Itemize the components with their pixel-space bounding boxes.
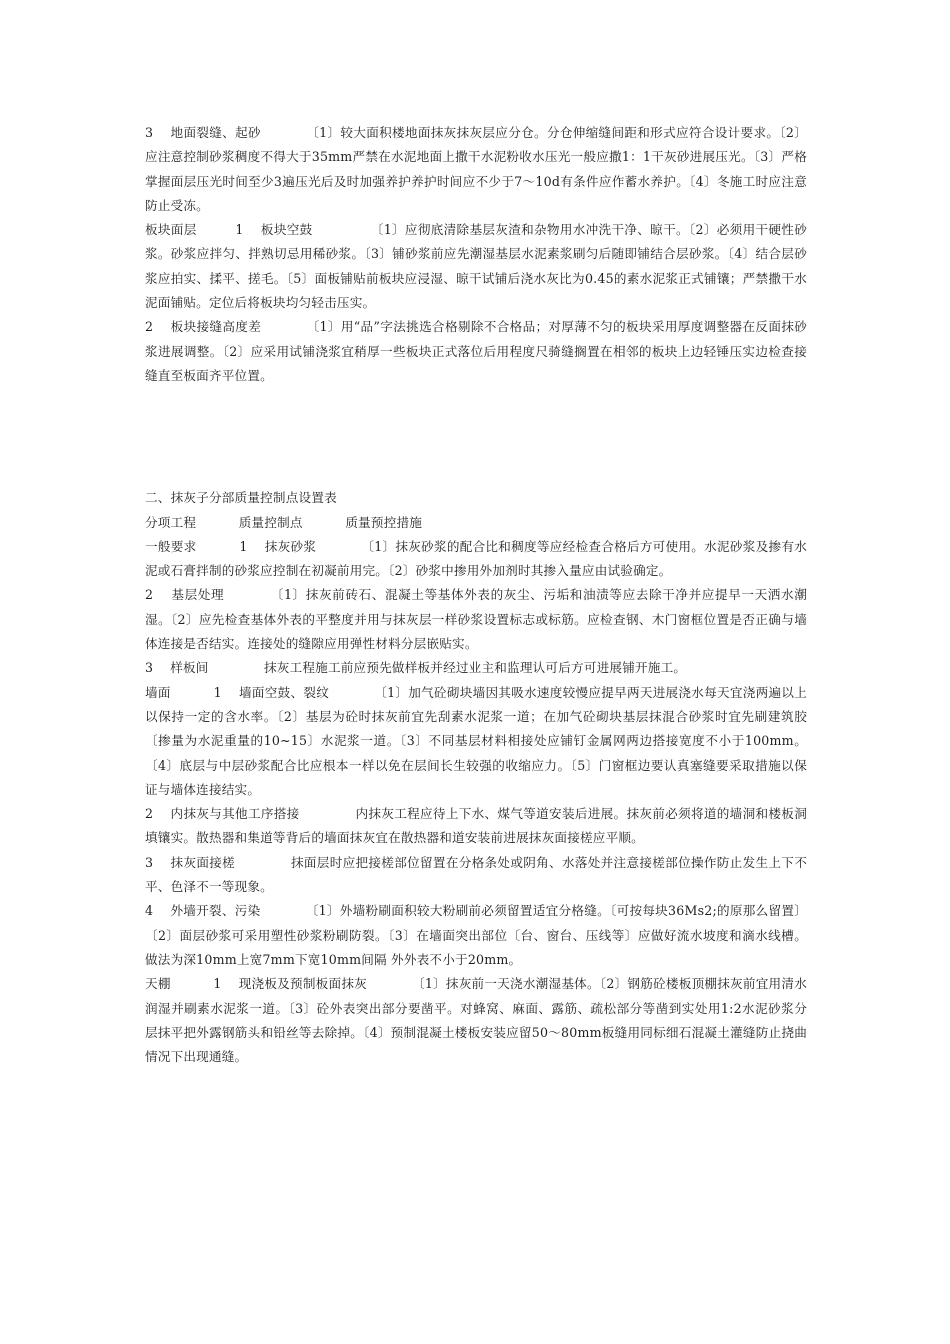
plaster-section (145, 486, 807, 1069)
document-body (145, 121, 807, 1069)
floor-section (145, 121, 807, 388)
section-gap (145, 388, 807, 486)
paragraph-slab-joint: 2 板块接缝高度差 〔1〕用“品”字法挑选合格剔除不合格品；对厚薄不匀的板块采用厚度调整器在反面抹砂浆进展调整。〔2〕应采用试铺浇浆宜稍厚一些板块正式落位后用程度尺骑缝搁置在相邻的板块上边轻锤压实边检查接缝直至板面齐平位置。 (145, 319, 807, 383)
paragraph-slab-hollow: 板块面层 1 板块空鼓 〔1〕应彻底清除基层灰渣和杂物用水冲洗干净、晾干。〔2〕必须用干硬性砂浆。砂浆应拌匀、拌熟切忌用稀砂浆。〔3〕铺砂浆前应先潮湿基层水泥素浆刷匀后随即铺结合层砂浆。〔4〕结合层砂浆应拍实、揉平、搓毛。〔5〕面板铺贴前板块应浸湿、晾干试铺后浇水灰比为0.45的素水泥浆正式铺镶；严禁撒干水泥面铺贴。定位后将板块均匀轻击压实。 (145, 222, 807, 311)
paragraph-ceiling-plaster: 天棚 1 现浇板及预制板面抹灰 〔1〕抹灰前一天浇水潮湿基体。〔2〕钢筋砼楼板顶棚抹灰前宜用清水润湿并刷素水泥浆一道。〔3〕砼外表突出部分要凿平。对蜂窝、麻面、露筋、疏松部分等凿到实处用1:2水泥砂浆分层抹平把外露钢筋头和铅丝等去除掉。〔4〕预制混凝土楼板安装应留50～80mm板缝用同标细石混凝土灌缝防止挠曲情况下出现通缝。 (145, 976, 807, 1065)
paragraph-floor-cracking: 3 地面裂缝、起砂 〔1〕较大面积楼地面抹灰抹灰层应分仓。分仓伸缩缝间距和形式应符合设计要求。〔2〕应注意控制砂浆稠度不得大于35mm严禁在水泥地面上撒干水泥粉收水压光一般应撒1：1干灰砂进展压光。〔3〕严格掌握面层压光时间至少3遍压光后及时加强养护养护时间应不少于7～10d有条件应作蓄水养护。〔4〕冬施工时应注意防止受冻。 (145, 125, 807, 213)
paragraph-wall-hollow: 墙面 1 墙面空鼓、裂纹 〔1〕加气砼砌块墙因其吸水速度较慢应提早两天进展浇水每天宜浇两遍以上以保持一定的含水率。〔2〕基层为砼时抹灰前宜先刮素水泥浆一道；在加气砼砌块基层抹混合砂浆时宜先刷建筑胶〔掺量为水泥重量的10~15〕水泥浆一道。〔3〕不同基层材料相接处应铺钉金属网两边搭接宽度不小于100mm。〔4〕底层与中层砂浆配合比应根本一样以免在层间长生较强的收缩应力。〔5〕门窗框边要认真塞缝要采取措施以保证与墙体连接结实。 (145, 684, 807, 797)
table-header-row: 分项工程 质量控制点 质量预控措施 (145, 514, 423, 530)
paragraph-plaster-mortar: 一般要求 1 抹灰砂浆 〔1〕抹灰砂浆的配合比和稠度等应经检查合格后方可使用。水泥砂浆及掺有水泥或石膏拌制的砂浆应控制在初凝前用完。〔2〕砂浆中掺用外加剂时其掺入量应由试验确定。 (145, 538, 807, 579)
paragraph-exterior-cracking: 4 外墙开裂、污染 〔1〕外墙粉刷面积较大粉刷前必须留置适宜分格缝。〔可按每块36Ms2;的原那么留置〕〔2〕面层砂浆可采用塑性砂浆粉刷防裂。〔3〕在墙面突出部位〔台、窗台、压线等〕应做好流水坡度和滴水线槽。做法为深10mm上宽7mm下宽10mm间隔 外外表不小于20mm。 (145, 903, 807, 967)
section-heading: 二、抹灰子分部质量控制点设置表 (145, 490, 337, 506)
paragraph-base-treatment: 2 基层处理 〔1〕抹灰前砖石、混凝土等基体外表的灰尘、污垢和油渍等应去除干净并应提早一天洒水潮湿。〔2〕应先检查基体外表的平整度并用与抹灰层一样砂浆设置标志或标筋。应检查钢、木门窗框位置是否正确与墙体连接是否结实。连接处的缝隙应用弹性材料分层嵌贴实。 (145, 587, 807, 652)
paragraph-plaster-joint: 3 抹灰面接槎 抹面层时应把接槎部位留置在分格条处或阴角、水落处并注意接槎部位操作防止发生上下不平、色泽不一等现象。 (145, 854, 807, 895)
paragraph-interior-plaster: 2 内抹灰与其他工序搭接 内抹灰工程应待上下水、煤气等道安装后进展。抹灰前必须将道的墙洞和楼板洞填镶实。散热器和集道等背后的墙面抹灰宜在散热器和道安装前进展抹灰面接槎应平顺。 (145, 806, 807, 846)
paragraph-sample-room: 3 样板间 抹灰工程施工前应预先做样板并经过业主和监理认可后方可进展铺开施工。 (145, 660, 687, 676)
